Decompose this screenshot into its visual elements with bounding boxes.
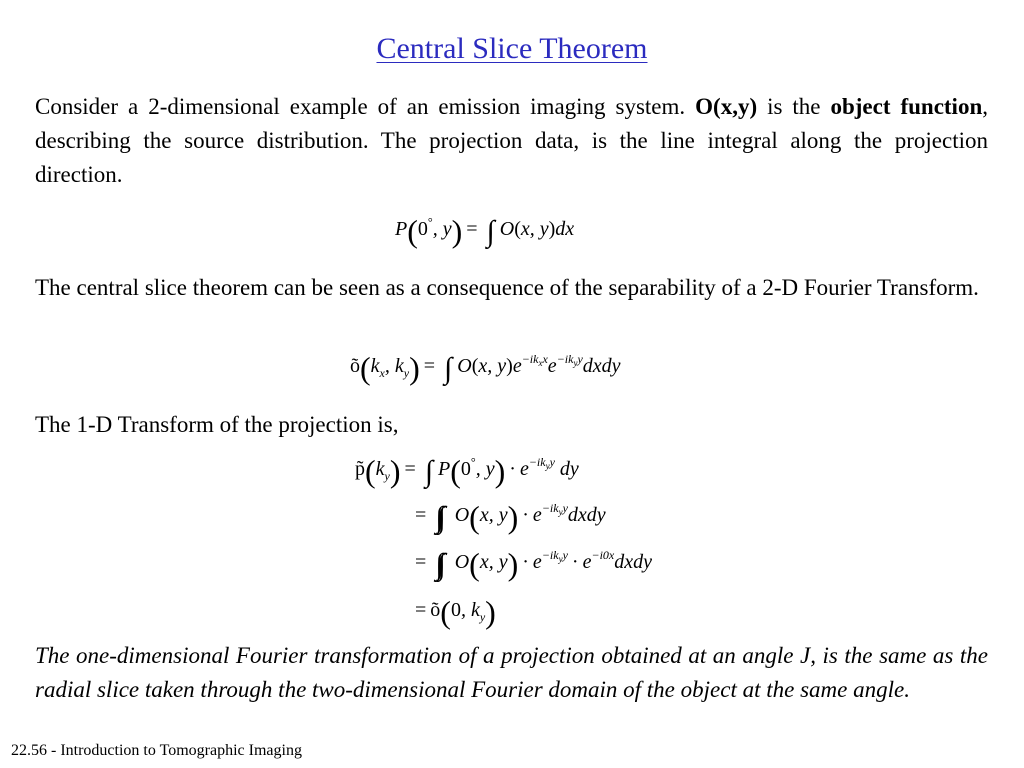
footer-course-title: 22.56 - Introduction to Tomographic Imaging bbox=[11, 742, 302, 759]
transform-paragraph: The 1-D Transform of the projection is, bbox=[35, 412, 399, 437]
slide-title: Central Slice Theorem bbox=[376, 32, 648, 65]
derivation-step-1: = ∫∫ O(x, $y) \cdot e^{-ik_yy}dxdy$ bbox=[415, 499, 606, 535]
intro-text-1: Consider a 2-dimensional example of an emission imaging system. bbox=[35, 94, 696, 119]
object-function-term: object function bbox=[830, 94, 983, 119]
projection-transform-equation: $p̃(k_y)$ = ∫ P(0°, $y) \cdot e^{-ik_yy}$ dy bbox=[355, 453, 579, 489]
theorem-statement: The one-dimensional Fourier transformation of a projection obtained at an angle J, is the same as the radial slice taken through the two-dimensional Fourier domain of the object at the same angle. bbox=[35, 643, 988, 702]
intro-text-2: is the bbox=[757, 94, 831, 119]
intro-paragraph bbox=[35, 90, 988, 192]
derivation-step-2: = ∫∫ O(x, $y) \cdot e^{-ik_yy}$ · $e^{-i0x}dxdy$ bbox=[415, 546, 652, 582]
fourier-transform-equation: $õ(k_x$, $k_y$) = ∫ O(x, $y)e^{-ik_xx}e^{-ik_yy}dxdy$ bbox=[350, 350, 621, 386]
derivation-result: = õ(0, $k_y$) bbox=[415, 594, 496, 630]
projection-equation: P(0°, y) = ∫ O(x, y)dx bbox=[395, 213, 575, 249]
separability-paragraph: The central slice theorem can be seen as a consequence of the separability of a 2-D Fourier Transform. bbox=[35, 275, 979, 300]
object-function-symbol: O(x,y) bbox=[695, 94, 758, 119]
intro-text-3: , describing the source distribution. The projection data, is the line integral along the projection direction. bbox=[35, 94, 988, 187]
